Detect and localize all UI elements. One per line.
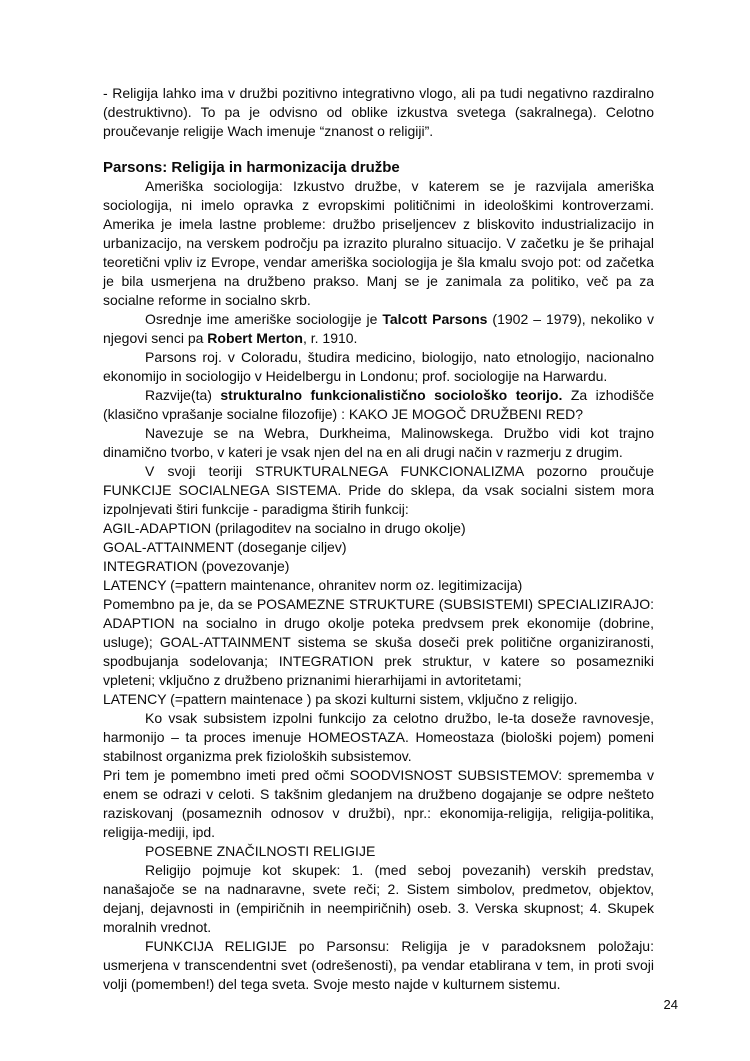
text-run: (1902 – 1979), nekoliko v njegovi senci pa bbox=[103, 311, 655, 346]
bold-text-run: Parsons: Religija in harmonizacija družbe bbox=[103, 159, 400, 176]
text-run: INTEGRATION (povezovanje) bbox=[103, 558, 290, 574]
text-run: Pomembno pa je, da se POSAMEZNE STRUKTURE (SUBSISTEMI) SPECIALIZIRAJO: ADAPTION na socialno in drugo okolje poteka predvsem prek ekonomije (dobrine, usluge); GOAL-ATTAINMENT sistema se skuša doseči prek politične organiziranosti, spodbujanja sodelovanja; INTEGRATION prek struktur, v katere so posamezniki vpleteni; vključno z družbeno priznanimi hierarhijami in avtoritetami; bbox=[103, 596, 654, 688]
paragraph bbox=[103, 519, 654, 538]
section-heading bbox=[103, 158, 654, 177]
text-run: Ameriška sociologija: Izkustvo družbe, v katerem se je razvijala ameriška sociologija, ni imelo opravka z evropskimi političnimi in ideološkimi kontroverzami. Amerika je imela lastne probleme: družbo priseljencev z bliskovito industrializacijo in urbanizacijo, na verskem področju pa izrazito pluralno situacijo. V začetku je še prihajal teoretični vpliv iz Evrope, vendar ameriška sociologija je šla kmalu svojo pot: od začetka je bila usmerjena na družbeno prakso. Manj se je zanimala za politiko, več pa za socialne reforme in socialno skrb. bbox=[103, 178, 654, 308]
paragraph bbox=[103, 861, 654, 937]
paragraph bbox=[103, 177, 654, 310]
paragraph bbox=[103, 576, 654, 595]
text-run: - Religija lahko ima v družbi pozitivno integrativno vlogo, ali pa tudi negativno razdiralno (destruktivno). To pa je odvisno od oblike izkustva svetega (sakralnega). Celotno proučevanje religije Wach imenuje “znanost o religiji”. bbox=[103, 85, 654, 139]
paragraph bbox=[103, 462, 654, 519]
bold-text-run: Robert Merton bbox=[207, 330, 303, 346]
text-run: Osrednje ime ameriške sociologije je bbox=[145, 311, 383, 327]
paragraph bbox=[103, 709, 654, 766]
paragraph bbox=[103, 690, 654, 709]
paragraph bbox=[103, 842, 654, 861]
text-run: Ko vsak subsistem izpolni funkcijo za celotno družbo, le-ta doseže ravnovesje, harmonijo – ta proces imenuje HOMEOSTAZA. Homeostaza (biološki pojem) pomeni stabilnost organizma prek fizioloških subsistemov. bbox=[103, 710, 654, 764]
paragraph bbox=[103, 557, 654, 576]
text-run: POSEBNE ZNAČILNOSTI RELIGIJE bbox=[145, 843, 376, 859]
bold-text-run: Talcott Parsons bbox=[382, 311, 488, 327]
text-run: Religijo pojmuje kot skupek: 1. (med seboj povezanih) verskih predstav, nanašajoče se na nadnaravne, svete reči; 2. Sistem simbolov, predmetov, objektov, dejanj, dejavnosti in (empiričnih in neempiričnih) oseb. 3. Verska skupnost; 4. Skupek moralnih vrednot. bbox=[103, 862, 654, 935]
bold-text-run: strukturalno funkcionalistično sociološko teorijo. bbox=[220, 387, 563, 403]
paragraph bbox=[103, 386, 654, 424]
page-number: 24 bbox=[663, 997, 678, 1012]
paragraph bbox=[103, 84, 654, 141]
text-run: LATENCY (=pattern maintenace ) pa skozi kulturni sistem, vključno z religijo. bbox=[103, 691, 578, 707]
text-run: , r. 1910. bbox=[302, 330, 358, 346]
paragraph bbox=[103, 766, 654, 842]
paragraph bbox=[103, 348, 654, 386]
paragraph bbox=[103, 424, 654, 462]
text-run: Parsons roj. v Coloradu, študira medicino, biologijo, nato etnologijo, nacionalno ekonomijo in sociologijo v Heidelbergu in Londonu; prof. sociologije na Harwardu. bbox=[103, 349, 654, 384]
text-run: Navezuje se na Webra, Durkheima, Malinowskega. Družbo vidi kot trajno dinamično tvorbo, v kateri je vsak njen del na en ali drugi način v razmerju z drugim. bbox=[103, 425, 654, 460]
text-run: Za izhodišče (klasično vprašanje socialne filozofije) : KAKO JE MOGOČ DRUŽBENI RED? bbox=[103, 387, 655, 422]
text-run: AGIL-ADAPTION (prilagoditev na socialno in drugo okolje) bbox=[103, 520, 466, 536]
paragraph bbox=[103, 937, 654, 994]
text-run: LATENCY (=pattern maintenance, ohranitev norm oz. legitimizacija) bbox=[103, 577, 523, 593]
paragraph bbox=[103, 310, 654, 348]
text-run: GOAL-ATTAINMENT (doseganje ciljev) bbox=[103, 539, 347, 555]
text-run: Razvije(ta) bbox=[145, 387, 221, 403]
document-body bbox=[103, 84, 654, 994]
text-run: Pri tem je pomembno imeti pred očmi SOODVISNOST SUBSISTEMOV: sprememba v enem se odrazi v celoti. S takšnim gledanjem na družbeno dogajanje se odpre nešteto raziskovanj (posameznih odnosov v družbi), npr.: ekonomija-religija, religija-politika, religija-mediji, ipd. bbox=[103, 767, 654, 840]
text-run: V svoji teoriji STRUKTURALNEGA FUNKCIONALIZMA pozorno proučuje FUNKCIJE SOCIALNEGA SISTEMA. Pride do sklepa, da vsak socialni sistem mora izpolnjevati štiri funkcije - paradigma štirih funkcij: bbox=[103, 463, 654, 517]
text-run: FUNKCIJA RELIGIJE po Parsonsu: Religija je v paradoksnem položaju: usmerjena v transcendentni svet (odrešenosti), pa vendar etablirana v tem, in proti svoji volji (pomemben!) del tega sveta. Svoje mesto najde v kulturnem sistemu. bbox=[103, 938, 654, 992]
paragraph bbox=[103, 538, 654, 557]
paragraph bbox=[103, 595, 654, 690]
